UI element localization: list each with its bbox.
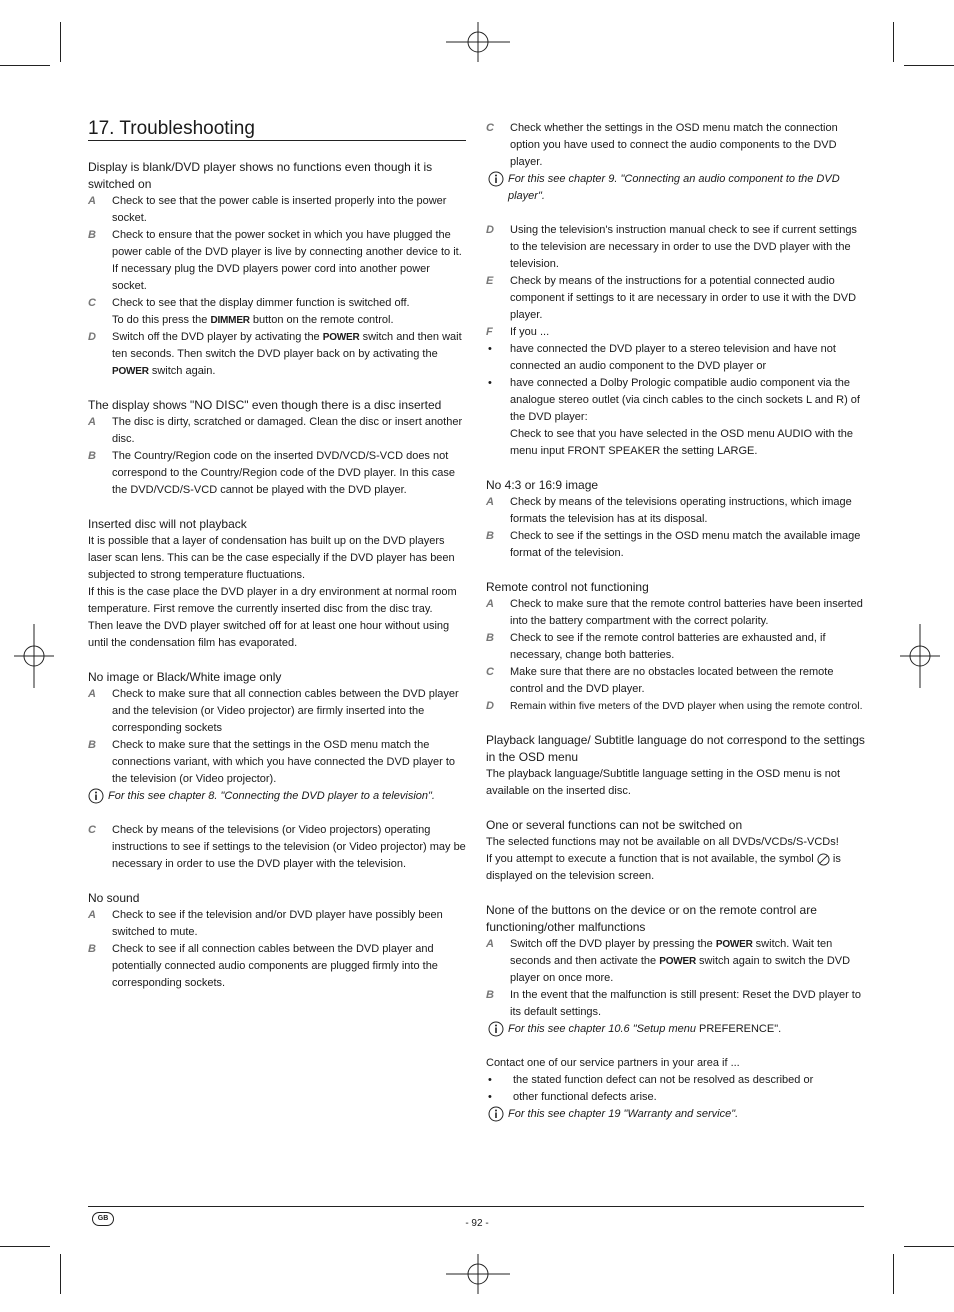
section-functions: [486, 817, 866, 885]
note: For this see chapter 9. "Connecting an audio component to the DVD player".: [486, 171, 866, 205]
bullet-item: • have connected a Dolby Prologic compatible audio component via the analogue stereo outlet (via cinch cables to the cinch sockets L and R) of the DVD player:: [486, 375, 866, 426]
list-item: B The Country/Region code on the inserted DVD/VCD/S-VCD does not correspond to the Country/Region code of the DVD player. In this case the DVD/VCD/S-VCD cannot be played with the DVD player.: [88, 450, 456, 496]
left-column: [88, 118, 466, 1009]
list-item: C Check to see that the display dimmer function is switched off. To do this press the DIMMER button on the remote control.: [88, 297, 410, 326]
info-icon: [488, 171, 504, 187]
crop-mark: [893, 22, 894, 62]
crop-mark: [904, 65, 954, 66]
info-icon: [488, 1106, 504, 1122]
paragraph: Check to see that you have selected in the OSD menu AUDIO with the menu input FRONT SPEAKER the setting LARGE.: [510, 428, 854, 457]
crop-mark: [0, 65, 50, 66]
list-item: A The disc is dirty, scratched or damaged. Clean the disc or insert another disc.: [88, 416, 463, 445]
language-badge: GB: [92, 1212, 114, 1226]
section-heading: No sound: [88, 891, 140, 905]
section-heading: Remote control not functioning: [486, 580, 649, 594]
section-malfunctions: [486, 902, 866, 1123]
registration-mark-icon: [900, 624, 940, 688]
section-blank-display: [88, 159, 466, 380]
paragraph: If you attempt to execute a function that is not available, the symbol is displayed on the television screen.: [486, 853, 841, 882]
section-disc-no-playback: [88, 516, 466, 652]
section-heading: Inserted disc will not playback: [88, 517, 247, 531]
list-item: C Check by means of the televisions (or Video projectors) operating instructions to see if settings to the television (or Video projector) may be necessary in order to use the DVD player with the television.: [88, 824, 466, 870]
list-item: A Switch off the DVD player by pressing the POWER switch. Wait ten seconds and then activate the POWER switch again to switch the DVD player on once more.: [486, 938, 851, 984]
list-item: A Check to see that the power cable is inserted properly into the power socket.: [88, 195, 447, 224]
section-no-aspect-image: [486, 477, 866, 562]
list-item: A Check to see if the television and/or DVD player have possibly been switched to mute.: [88, 909, 443, 938]
list-item: B Check to see if the remote control batteries are exhausted and, if necessary, change both batteries.: [486, 632, 826, 661]
section-heading: The display shows "NO DISC" even though there is a disc inserted: [88, 398, 442, 412]
list-item: F If you ...: [486, 326, 550, 338]
list-item: B Check to ensure that the power socket in which you have plugged the power cable of the DVD player is live by connecting another device to it. If necessary plug the DVD players power cord into another power socket.: [88, 229, 462, 292]
list-item: D Remain within five meters of the DVD player when using the remote control.: [486, 700, 863, 712]
page-number: - 92 -: [465, 1218, 489, 1229]
section-heading: One or several functions can not be switched on: [486, 818, 743, 832]
section-heading: Playback language/ Subtitle language do not correspond to the settings in the OSD menu: [486, 733, 865, 764]
section-heading: Display is blank/DVD player shows no functions even though it is switched on: [88, 160, 433, 191]
list-item: B Check to make sure that the settings in the OSD menu match the connections variant, with which you have connected the DVD player to the television (or Video projector).: [88, 739, 456, 785]
bullet-item: • have connected the DVD player to a stereo television and have not connected an audio component to the DVD player or: [486, 341, 866, 375]
list-item: D Using the television's instruction manual check to see if current settings to the television are necessary in order to use the DVD player with the television.: [486, 224, 857, 270]
section-no-sound-continued: [486, 120, 866, 460]
bullet-item: • the stated function defect can not be resolved as described or: [486, 1072, 866, 1089]
note: For this see chapter 19 "Warranty and service".: [486, 1106, 866, 1123]
bullet-item: • other functional defects arise.: [486, 1089, 866, 1106]
section-heading: None of the buttons on the device or on the remote control are functioning/other malfunctions: [486, 903, 817, 934]
list-item: A Check by means of the televisions operating instructions, which image formats the television has at its disposal.: [486, 496, 852, 525]
section-no-sound: [88, 890, 466, 992]
paragraph: If this is the case place the DVD player in a dry environment at normal room temperature. First remove the currently inserted disc from the disc tray.: [88, 586, 457, 615]
crop-mark: [904, 1246, 954, 1247]
registration-mark-icon: [14, 624, 54, 688]
paragraph: The playback language/Subtitle language setting in the OSD menu is not available on the inserted disc.: [486, 768, 841, 797]
section-remote-control: [486, 579, 866, 715]
list-item: C Check whether the settings in the OSD menu match the connection option you have used to connect the audio components to the DVD player.: [486, 122, 838, 168]
info-icon: [488, 1021, 504, 1037]
paragraph: Then leave the DVD player switched off for at least one hour without using until the condensation film has evaporated.: [88, 620, 450, 649]
note: For this see chapter 10.6 "Setup menu PREFERENCE".: [486, 1021, 866, 1038]
section-heading: No 4:3 or 16:9 image: [486, 478, 599, 492]
crop-mark: [0, 1246, 50, 1247]
footer-divider: [88, 1206, 864, 1207]
paragraph: It is possible that a layer of condensation has built up on the DVD players laser scan lens. This can be the case especially if the DVD player has been subjected to strong temperature fluctuations.: [88, 535, 455, 581]
list-item: D Switch off the DVD player by activating the POWER switch and then wait ten seconds. Then switch the DVD player back on by activating the POWER switch again.: [88, 331, 462, 377]
crop-mark: [60, 22, 61, 62]
note: For this see chapter 8. "Connecting the DVD player to a television".: [88, 788, 466, 805]
list-item: A Check to make sure that the remote control batteries have been inserted into the battery compartment with the correct polarity.: [486, 598, 863, 627]
list-item: C Make sure that there are no obstacles located between the remote control and the DVD player.: [486, 666, 834, 695]
info-icon: [88, 788, 104, 804]
registration-mark-icon: [446, 22, 510, 62]
crop-mark: [893, 1254, 894, 1294]
list-item: B In the event that the malfunction is still present: Reset the DVD player to its default settings.: [486, 989, 861, 1018]
right-column: [486, 120, 866, 1140]
prohibited-symbol-icon: [817, 853, 830, 866]
list-item: E Check by means of the instructions for a potential connected audio component if settings to it are necessary in order to use it with the DVD player.: [486, 275, 857, 321]
section-heading: No image or Black/White image only: [88, 670, 282, 684]
section-no-image: [88, 669, 466, 873]
section-no-disc: [88, 397, 466, 499]
list-item: B Check to see if all connection cables between the DVD player and potentially connected audio components are plugged firmly into the corresponding sockets.: [88, 943, 438, 989]
page-title: 17. Troubleshooting: [88, 118, 466, 141]
list-item: B Check to see if the settings in the OSD menu match the available image format of the television.: [486, 530, 861, 559]
registration-mark-icon: [446, 1254, 510, 1294]
section-playback-language: [486, 732, 866, 800]
paragraph: Contact one of our service partners in your area if ...: [486, 1057, 740, 1069]
crop-mark: [60, 1254, 61, 1294]
paragraph: The selected functions may not be available on all DVDs/VCDs/S-VCDs!: [486, 836, 839, 848]
list-item: A Check to make sure that all connection cables between the DVD player and the television (or Video projector) are firmly inserted into the corresponding sockets: [88, 688, 459, 734]
